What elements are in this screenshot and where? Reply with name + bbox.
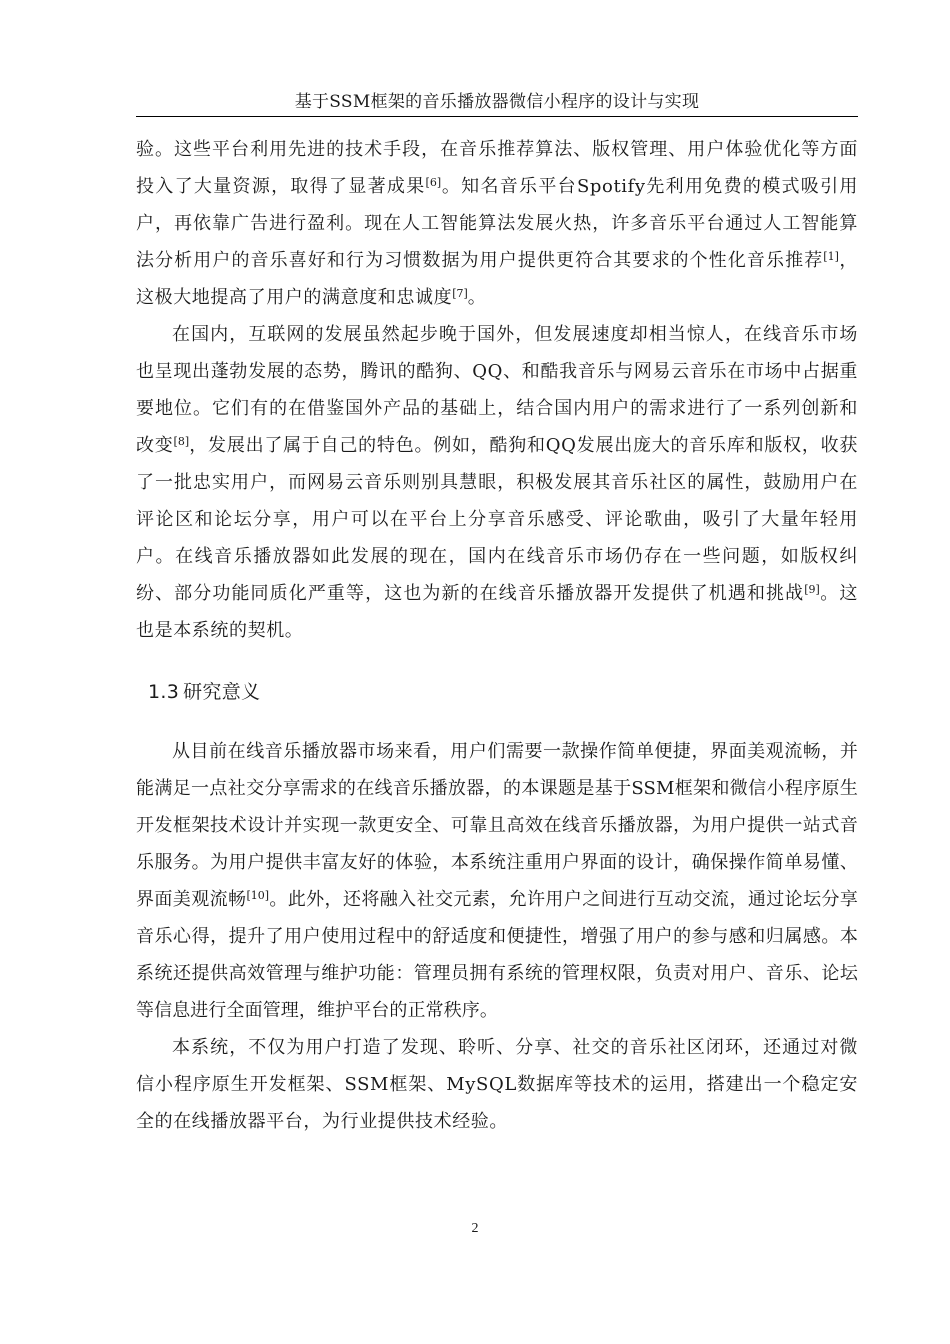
citation-7: [7] <box>452 287 468 300</box>
text-run: ，发展出了属于自己的特色。例如，酷狗和QQ发展出庞大的音乐库和版权，收获了一批忠实用户，而网易云音乐则别具慧眼，积极发展其音乐社区的属性，鼓励用户在评论区和论坛分享，用户可以在平台上分享音乐感受、评论歌曲，吸引了大量年轻用户。在线音乐播放器如此发展的现在，国内在线音乐市场仍存在一些问题，如版权纠纷、部分功能同质化严重等，这也为新的在线音乐播放器开发提供了机遇和挑战 <box>136 435 858 604</box>
text-run: 在国内，互联网的发展虽然起步晚于国外，但发展速度却相当惊人，在线音乐市场也呈现出蓬勃发展的态势，腾讯的酷狗、QQ、和酷我音乐与网易云音乐在市场中占据重要地位。它们有的在借鉴国外产品的基础上，结合国内用户的需求进行了一系列创新和改变 <box>136 324 858 456</box>
citation-8: [8] <box>173 435 190 448</box>
page-number: 2 <box>471 1221 479 1236</box>
paragraph-intro-continued <box>136 131 858 316</box>
text-run: 。 <box>467 287 487 308</box>
text-run: 从目前在线音乐播放器市场来看，用户们需要一款操作简单便捷，界面美观流畅，并能满足一点社交分享需求的在线音乐播放器，的本课题是基于SSM框架和微信小程序原生开发框架技术设计并实现一款更安全、可靠且高效在线音乐播放器，为用户提供一站式音乐服务。为用户提供丰富友好的体验，本系统注重用户界面的设计，确保操作简单易懂、界面美观流畅 <box>136 741 858 910</box>
paragraph-domestic-market <box>136 316 858 649</box>
section-number: 1.3 <box>148 681 180 703</box>
paragraph-significance <box>136 733 858 1029</box>
paragraph-system-summary <box>136 1029 858 1140</box>
section-heading <box>136 677 858 707</box>
body-text <box>136 131 858 1140</box>
running-header: 基于SSM框架的音乐播放器微信小程序的设计与实现 <box>294 92 700 112</box>
header-rule <box>136 116 858 117</box>
text-run: 。这也是本系统的契机。 <box>136 583 858 641</box>
text-run: 验。这些平台利用先进的技术手段，在音乐推荐算法、版权管理、用户体验优化等方面投入了大量资源，取得了显著成果 <box>136 139 858 197</box>
text-run: 本系统，不仅为用户打造了发现、聆听、分享、社交的音乐社区闭环，还通过对微信小程序原生开发框架、SSM框架、MySQL数据库等技术的运用，搭建出一个稳定安全的在线播放器平台，为行业提供技术经验。 <box>136 1037 858 1132</box>
citation-10: [10] <box>246 889 270 902</box>
text-run: 。此外，还将融入社交元素，允许用户之间进行互动交流，通过论坛分享音乐心得，提升了用户使用过程中的舒适度和便捷性，增强了用户的参与感和归属感。本系统还提供高效管理与维护功能：管理员拥有系统的管理权限，负责对用户、音乐、论坛等信息进行全面管理，维护平台的正常秩序。 <box>136 889 858 1021</box>
citation-1: [1] <box>823 250 839 263</box>
citation-6: [6] <box>425 176 442 189</box>
text-run: ，这极大地提高了用户的满意度和忠诚度 <box>136 250 858 308</box>
section-title: 研究意义 <box>183 681 261 703</box>
text-run: 。知名音乐平台Spotify先利用免费的模式吸引用户，再依靠广告进行盈利。现在人工智能算法发展火热，许多音乐平台通过人工智能算法分析用户的音乐喜好和行为习惯数据为用户提供更符合其要求的个性化音乐推荐 <box>136 176 859 271</box>
citation-9: [9] <box>804 583 820 596</box>
